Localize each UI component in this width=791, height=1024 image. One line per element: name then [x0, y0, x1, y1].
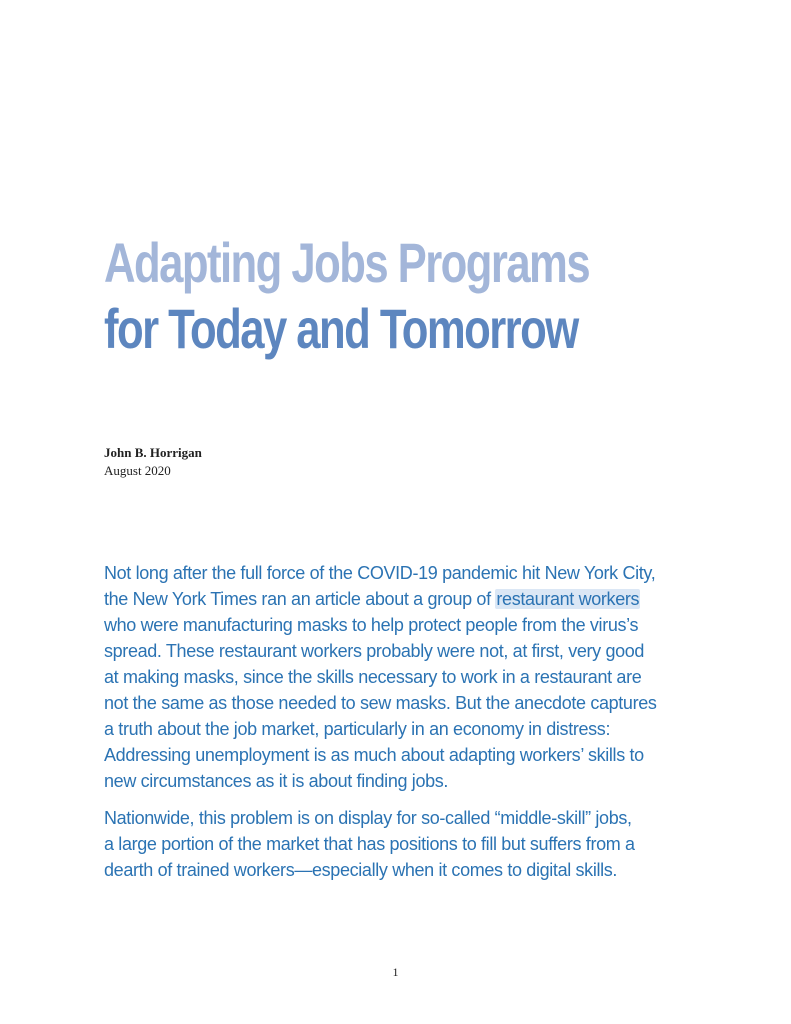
publication-date: August 2020 — [104, 463, 171, 478]
byline — [104, 444, 202, 480]
paragraph-line — [104, 586, 704, 612]
paragraph-line: Nationwide, this problem is on display for so-called “middle-skill” jobs, — [104, 808, 632, 828]
paragraph-line: Not long after the full force of the COVID-19 pandemic hit New York City, — [104, 563, 656, 583]
paragraph-line: spread. These restaurant workers probably were not, at first, very good — [104, 641, 645, 661]
author-name: John B. Horrigan — [104, 445, 202, 460]
body-text — [104, 560, 704, 894]
title-line-1: Adapting Jobs Programs — [104, 231, 590, 294]
document-title — [104, 230, 589, 362]
paragraph-2 — [104, 805, 704, 883]
paragraph-line: new circumstances as it is about finding jobs. — [104, 771, 449, 791]
paragraph-line: dearth of trained workers—especially when it comes to digital skills. — [104, 860, 618, 880]
paragraph-1 — [104, 560, 704, 794]
paragraph-line: a large portion of the market that has positions to fill but suffers from a — [104, 834, 635, 854]
paragraph-line: not the same as those needed to sew masks. But the anecdote captures — [104, 693, 657, 713]
page-number: 1 — [392, 965, 399, 979]
title-line-2: for Today and Tomorrow — [104, 297, 578, 360]
paragraph-line: at making masks, since the skills necessary to work in a restaurant are — [104, 667, 642, 687]
paragraph-line: who were manufacturing masks to help protect people from the virus’s — [104, 615, 639, 635]
paragraph-line: a truth about the job market, particularly in an economy in distress: — [104, 719, 611, 739]
paragraph-line: Addressing unemployment is as much about adapting workers’ skills to — [104, 745, 644, 765]
highlighted-text[interactable]: restaurant workers — [496, 589, 640, 609]
paragraph-line-text: the New York Times ran an article about a group of — [104, 589, 496, 609]
